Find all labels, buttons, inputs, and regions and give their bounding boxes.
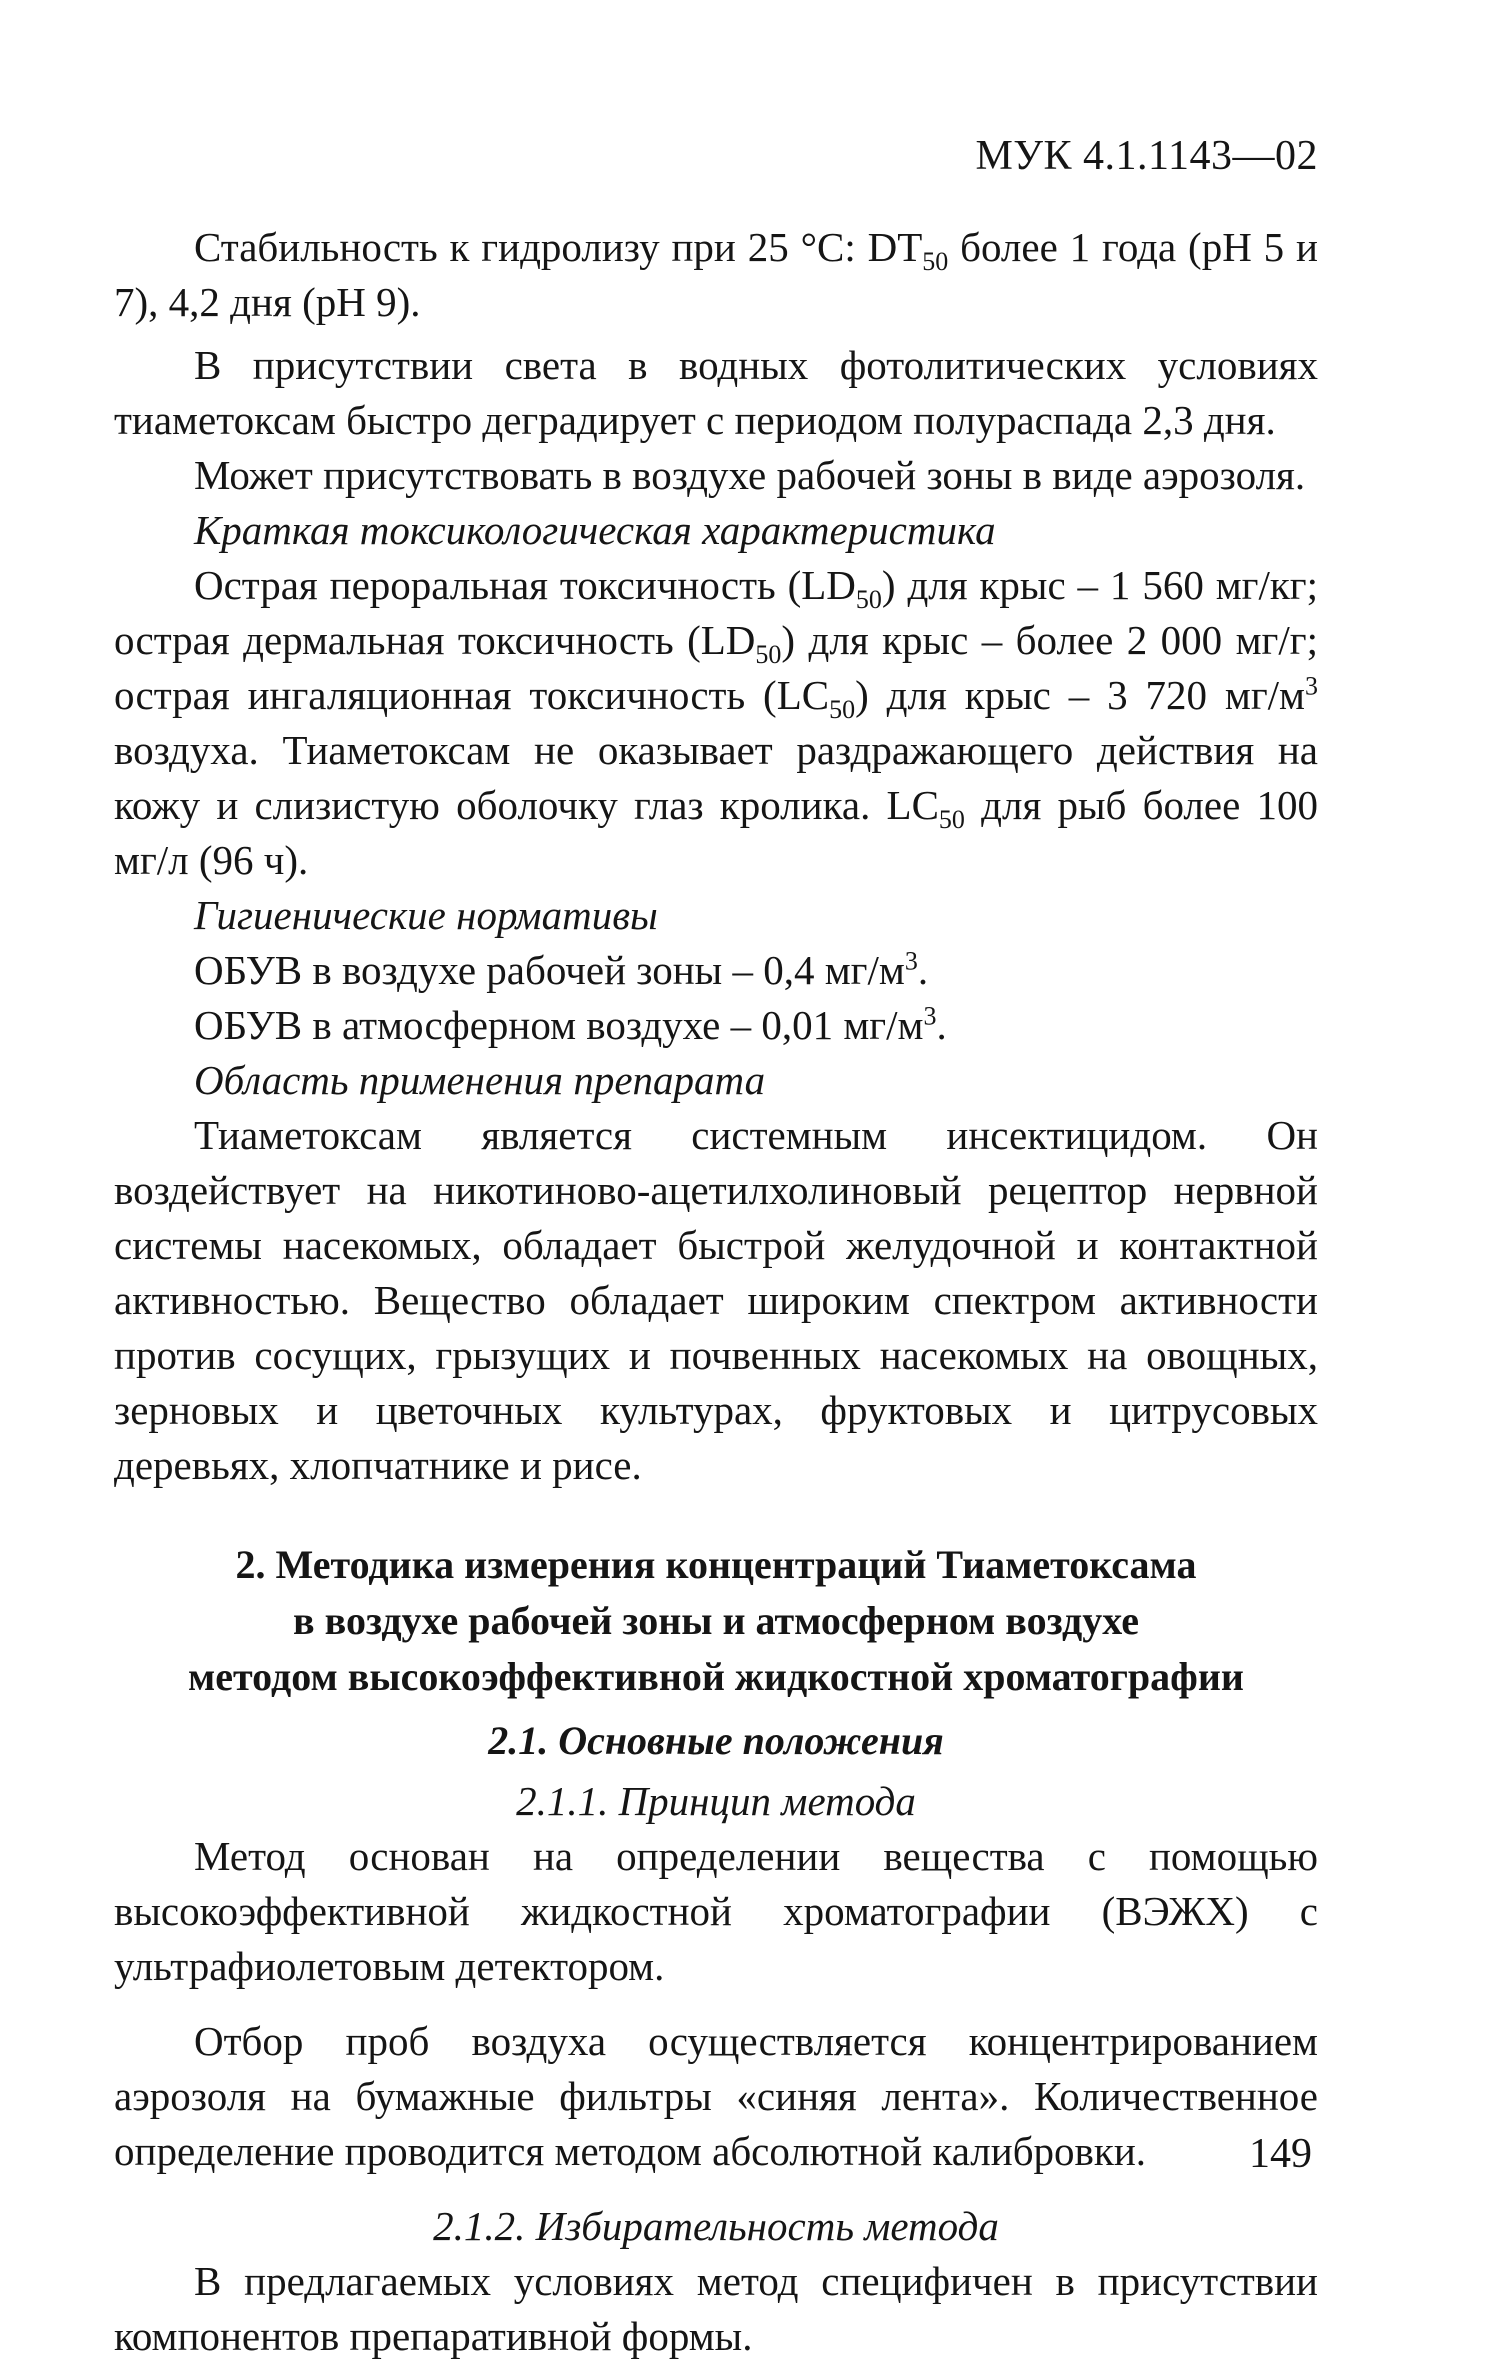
superscript: 3 xyxy=(904,946,918,976)
title-line: методом высокоэффективной жидкостной хроматографии xyxy=(188,1654,1244,1699)
subscript: 50 xyxy=(922,247,949,277)
section-heading-toxicology: Краткая токсикологическая характеристика xyxy=(194,507,996,553)
text-span: Острая пероральная токсичность (LD xyxy=(194,562,856,608)
paragraph-toxicology xyxy=(114,558,1318,888)
title-line: 2. Методика измерения концентраций Тиаметоксама xyxy=(235,1542,1197,1587)
text-span: Стабильность к гидролизу при 25 °С: DT xyxy=(194,224,923,270)
paragraph-hydrolysis xyxy=(114,220,1318,330)
section-heading-application: Область применения препарата xyxy=(194,1057,766,1103)
subscript: 50 xyxy=(855,585,882,615)
text-span: ОБУВ в атмосферном воздухе – 0,01 мг/м xyxy=(194,1002,924,1048)
subsubsection-title-selectivity: 2.1.2. Избирательность метода xyxy=(433,2203,999,2249)
paragraph-obuv-work xyxy=(114,943,1318,998)
document-body xyxy=(114,220,1318,2364)
paragraph-sampling: Отбор проб воздуха осуществляется концентрированием аэрозоля на бумажные фильтры «синяя лента». Количественное определение проводится методом абсолютной калибровки. xyxy=(114,2018,1318,2174)
subscript: 50 xyxy=(829,695,856,725)
text-span: . xyxy=(917,947,929,993)
superscript: 3 xyxy=(1304,671,1318,701)
subscript: 50 xyxy=(938,805,965,835)
superscript: 3 xyxy=(923,1001,937,1031)
paragraph-photolysis: В присутствии света в водных фотолитических условиях тиаметоксам быстро деградирует с периодом полураспада 2,3 дня. xyxy=(114,342,1318,443)
paragraph-application: Тиаметоксам является системным инсектицидом. Он воздействует на никотиново-ацетилхолиновый рецептор нервной системы насекомых, обладает быстрой желудочной и контактной активностью. Вещество обладает широким спектром активности против сосущих, грызущих и почвенных насекомых на овощных, зерновых и цветочных культурах, фруктовых и цитрусовых деревьях, хлопчатнике и рисе. xyxy=(114,1112,1318,1488)
title-line: в воздухе рабочей зоны и атмосферном воздухе xyxy=(293,1598,1139,1643)
text-span: воздуха. Тиаметоксам не оказывает раздражающего действия на кожу и слизистую оболочку глаз кролика. LC xyxy=(114,727,1318,828)
text-span: ОБУВ в воздухе рабочей зоны – 0,4 мг/м xyxy=(194,947,905,993)
paragraph-aerosol: Может присутствовать в воздухе рабочей зоны в виде аэрозоля. xyxy=(194,452,1306,498)
paragraph-method-principle: Метод основан на определении вещества с помощью высокоэффективной жидкостной хроматографии (ВЭЖХ) с ультрафиолетовым детектором. xyxy=(114,1833,1318,1989)
page-number: 149 xyxy=(1249,2131,1312,2177)
text-span: . xyxy=(936,1002,947,1048)
paragraph-selectivity: В предлагаемых условиях метод специфичен в присутствии компонентов препаративной формы. xyxy=(114,2258,1318,2359)
subsection-title: 2.1. Основные положения xyxy=(488,1718,944,1763)
text-span: ) для крыс – более 2 000 мг/г; острая ингаляционная токсичность (LC xyxy=(114,617,1318,718)
text-span: более 1 года (pH 5 и 7), 4,2 дня (pH 9). xyxy=(114,224,1318,325)
text-span: для рыб более 100 мг/л (96 ч). xyxy=(114,782,1318,883)
subsubsection-title-principle: 2.1.1. Принцип метода xyxy=(516,1778,916,1824)
section-title-method xyxy=(114,1537,1318,1705)
document-header: МУК 4.1.1143—02 xyxy=(975,133,1318,179)
text-span: ) для крыс – 1 560 мг/кг; острая дермальная токсичность (LD xyxy=(114,562,1318,663)
text-span: ) для крыс – 3 720 мг/м xyxy=(855,672,1305,718)
section-heading-hygiene: Гигиенические нормативы xyxy=(194,892,658,938)
paragraph-obuv-atmo xyxy=(114,998,1318,1053)
subscript: 50 xyxy=(755,640,782,670)
